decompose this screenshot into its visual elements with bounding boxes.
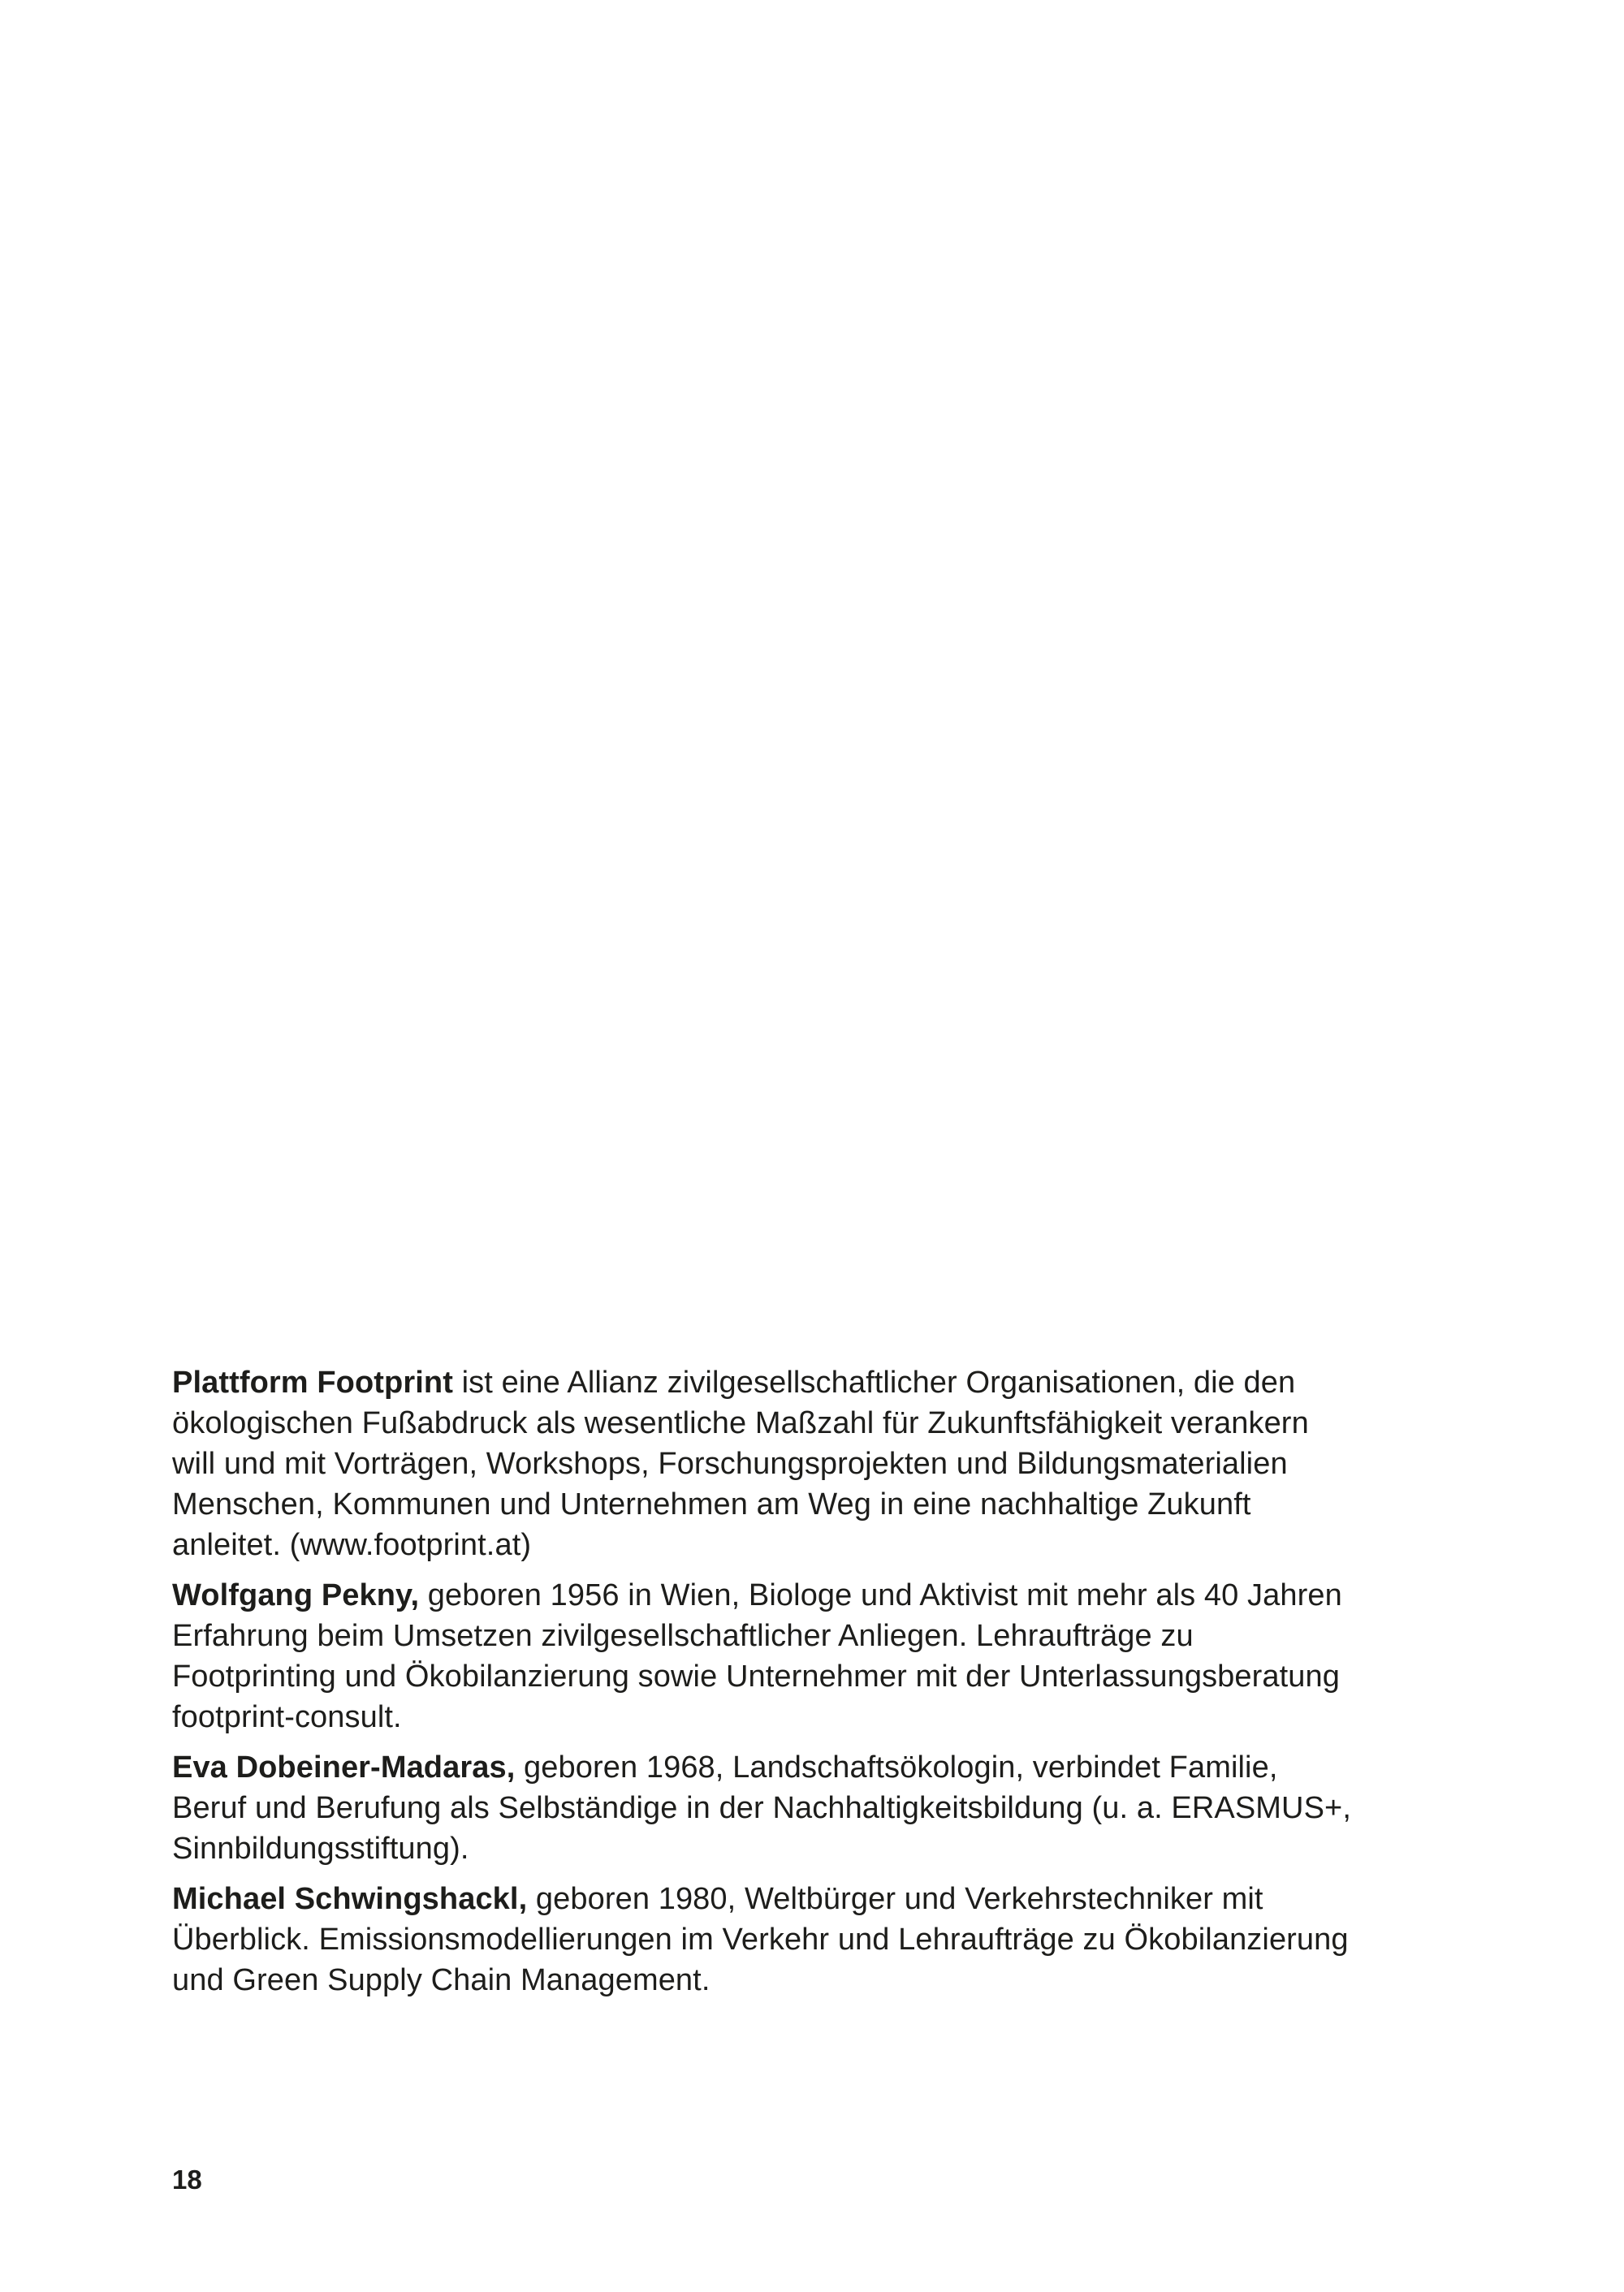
paragraph-text: ist eine Allianz zivilgesellschaftlicher Organisationen, die den: [452, 1366, 1296, 1400]
text-line: Footprinting und Ökobilanzierung sowie Unternehmer mit der Unterlassungsberatung: [172, 1660, 1340, 1694]
paragraph-lead-name: Eva Dobeiner-Madaras,: [172, 1750, 516, 1785]
paragraph-lead-name: Wolfgang Pekny,: [172, 1578, 420, 1612]
bio-paragraph: [172, 1575, 1504, 1737]
text-line: Menschen, Kommunen und Unternehmen am Weg in eine nachhaltige Zukunft: [172, 1487, 1251, 1522]
text-line: [172, 1362, 1504, 1403]
text-line: Beruf und Berufung als Selbständige in der Nachhaltigkeitsbildung (u. a. ERASMUS+,: [172, 1791, 1351, 1825]
text-line: und Green Supply Chain Management.: [172, 1963, 710, 1997]
paragraph-text: geboren 1956 in Wien, Biologe und Aktivist mit mehr als 40 Jahren: [419, 1578, 1342, 1612]
bio-paragraph: [172, 1362, 1504, 1565]
paragraph-lead-name: Michael Schwingshackl,: [172, 1882, 528, 1916]
paragraph-lead-name: Plattform Footprint: [172, 1366, 453, 1400]
text-line: [172, 1879, 1504, 1919]
text-line: Erfahrung beim Umsetzen zivilgesellschaftlicher Anliegen. Lehraufträge zu: [172, 1619, 1194, 1653]
text-line: will und mit Vorträgen, Workshops, Forschungsprojekten und Bildungsmaterialien: [172, 1447, 1288, 1481]
paragraph-text: geboren 1980, Weltbürger und Verkehrstechniker mit: [527, 1882, 1263, 1916]
text-line: footprint-consult.: [172, 1700, 402, 1734]
text-line: [172, 1575, 1504, 1616]
page-number: 18: [172, 2165, 202, 2195]
text-line: ökologischen Fußabdruck als wesentliche Maßzahl für Zukunftsfähigkeit verankern: [172, 1406, 1309, 1440]
bio-text-block: [172, 1362, 1504, 2010]
paragraph-text: geboren 1968, Landschaftsökologin, verbindet Familie,: [515, 1750, 1278, 1785]
text-line: anleitet. (www.footprint.at): [172, 1528, 532, 1562]
bio-paragraph: [172, 1879, 1504, 2001]
text-line: Sinnbildungsstiftung).: [172, 1832, 469, 1866]
text-line: Überblick. Emissionsmodellierungen im Verkehr und Lehraufträge zu Ökobilanzierung: [172, 1923, 1349, 1957]
text-line: [172, 1747, 1504, 1788]
bio-paragraph: [172, 1747, 1504, 1869]
